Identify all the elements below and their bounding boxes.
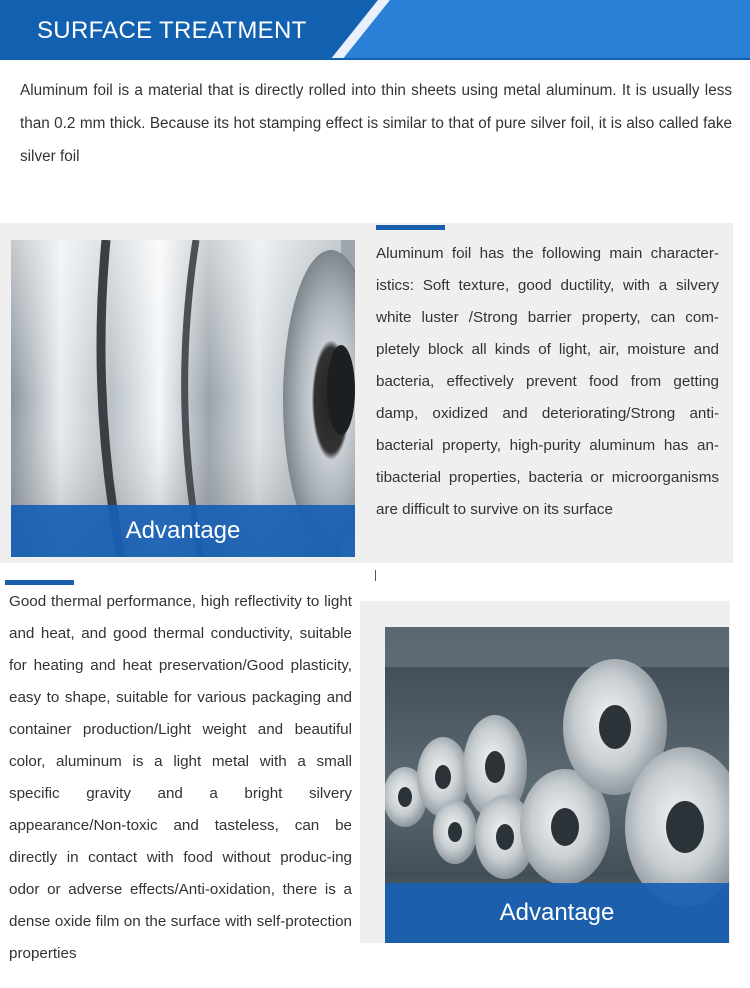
section1-caption: Advantage	[11, 505, 355, 557]
section2-accent-bar	[5, 580, 74, 585]
banner-underline	[0, 58, 750, 60]
page-title: SURFACE TREATMENT	[37, 17, 307, 44]
section1-text: Aluminum foil has the following main character-istics: Soft texture, good ductility, with a silvery white luster /Strong barrier property, can com-pletely block all kinds of light, air, moisture and bacteria, effectively prevent food from getting damp, oxidized and deteriorating/Strong anti-bacterial property, high-purity aluminum has an-tibacterial properties, bacteria or microorganisms are difficult to survive on its surface	[376, 245, 719, 518]
aluminum-coils-warehouse-photo	[385, 627, 729, 943]
header-banner	[0, 0, 750, 62]
divider-mark	[375, 570, 376, 581]
aluminum-foil-roll-photo	[11, 240, 355, 557]
intro-paragraph: Aluminum foil is a material that is directly rolled into thin sheets using metal aluminum. It is usually less than 0.2 mm thick. Because its hot stamping effect is similar to that of pure silver foil, it is also called fake silver foil	[20, 82, 732, 165]
section2-text: Good thermal performance, high reflectivity to light and heat, and good thermal conductivity, suitable for heating and heat preservation/Good plasticity, easy to shape, suitable for various packaging and container production/Light weight and beautiful color, aluminum is a light metal with a small specific gravity and a bright silvery appearance/Non-toxic and tasteless, can be directly in contact with food without produc-ing odor or adverse effects/Anti-oxidation, there is a dense oxide film on the surface with self-protection properties	[9, 593, 352, 962]
section1-accent-bar	[376, 225, 445, 230]
section2-caption: Advantage	[385, 883, 729, 943]
